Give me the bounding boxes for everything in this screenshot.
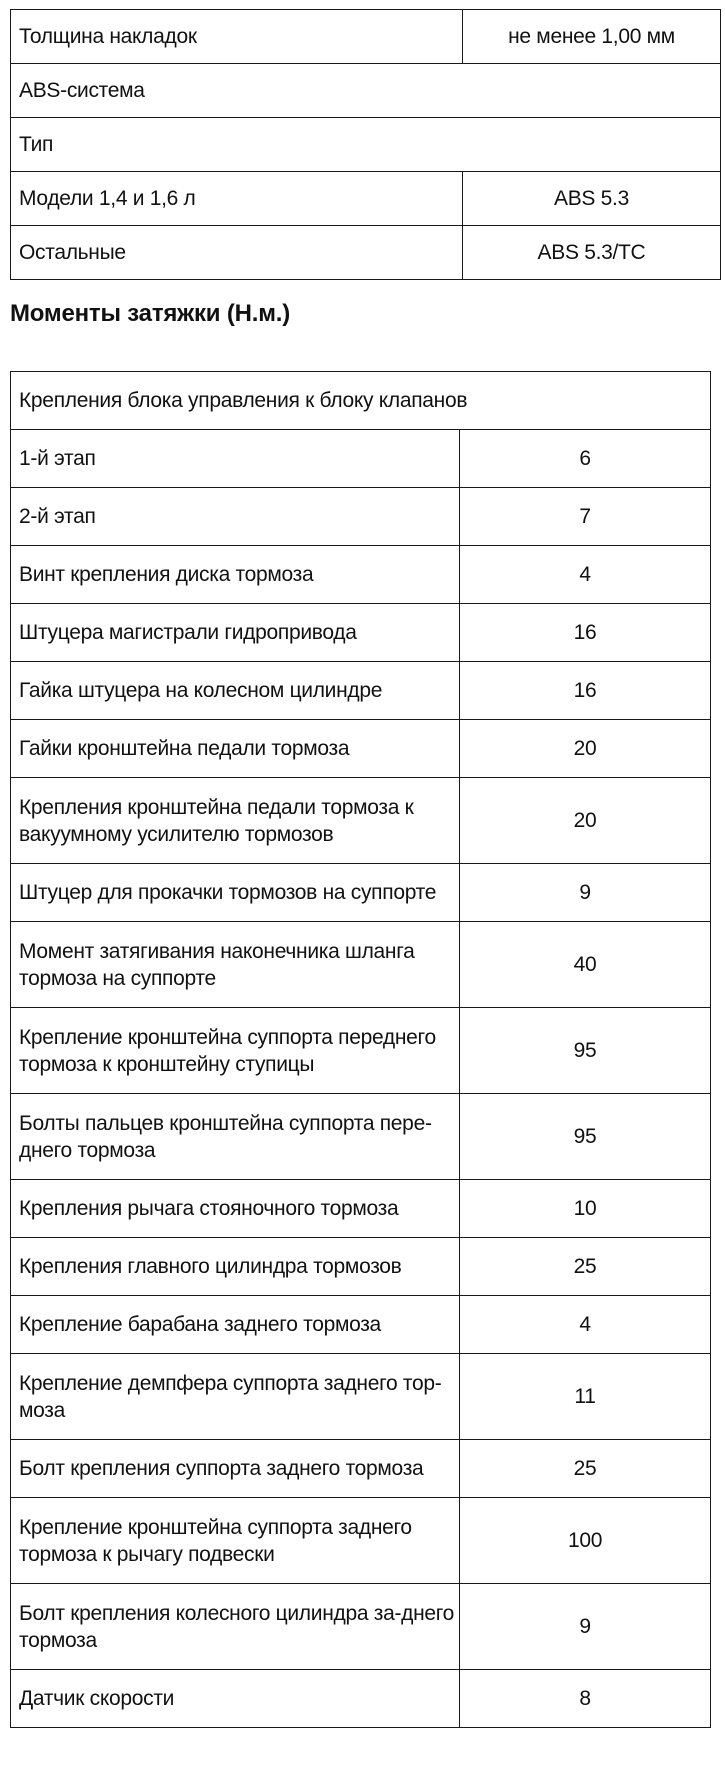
row-label: Винт крепления диска тормоза	[11, 546, 460, 604]
row-value: 9	[460, 1584, 711, 1670]
table-row	[11, 922, 711, 1008]
row-value: не менее 1,00 мм	[463, 10, 721, 64]
row-label: ABS-система	[11, 64, 721, 118]
table-row	[11, 430, 711, 488]
table-row	[11, 1498, 711, 1584]
row-label: 2-й этап	[11, 488, 460, 546]
table-row	[11, 864, 711, 922]
row-label: Гайка штуцера на колесном цилиндре	[11, 662, 460, 720]
row-value: 7	[460, 488, 711, 546]
table-row	[11, 604, 711, 662]
table-row	[11, 720, 711, 778]
table-header-row	[11, 372, 711, 430]
table-row	[11, 778, 711, 864]
row-label: Датчик скорости	[11, 1670, 460, 1728]
row-value: 4	[460, 1296, 711, 1354]
row-value: 9	[460, 864, 711, 922]
table-row	[11, 1670, 711, 1728]
row-label: Толщина накладок	[11, 10, 463, 64]
row-value: 4	[460, 546, 711, 604]
row-value: 100	[460, 1498, 711, 1584]
row-value: 20	[460, 720, 711, 778]
table-row	[11, 1354, 711, 1440]
row-value: 25	[460, 1238, 711, 1296]
row-label: Крепление кронштейна суппорта заднего тормоза к рычагу подвески	[11, 1498, 460, 1584]
row-label: Тип	[11, 118, 721, 172]
table-row	[11, 1296, 711, 1354]
row-value: ABS 5.3/TC	[463, 226, 721, 280]
row-value: 6	[460, 430, 711, 488]
row-value: 20	[460, 778, 711, 864]
row-label: Крепление барабана заднего тормоза	[11, 1296, 460, 1354]
table-row	[11, 488, 711, 546]
row-label: Остальные	[11, 226, 463, 280]
row-label: Болты пальцев кронштейна суппорта пере-днего тормоза	[11, 1094, 460, 1180]
row-value: 40	[460, 922, 711, 1008]
table-row	[11, 1094, 711, 1180]
row-label: Болт крепления суппорта заднего тормоза	[11, 1440, 460, 1498]
row-label: Штуцер для прокачки тормозов на суппорте	[11, 864, 460, 922]
row-value: 11	[460, 1354, 711, 1440]
table-row	[11, 10, 721, 64]
row-label: 1-й этап	[11, 430, 460, 488]
section-title: Моменты затяжки (Н.м.)	[10, 300, 291, 327]
row-label: Модели 1,4 и 1,6 л	[11, 172, 463, 226]
table-row	[11, 662, 711, 720]
row-label: Крепление кронштейна суппорта переднего тормоза к кронштейну ступицы	[11, 1008, 460, 1094]
table-row	[11, 1440, 711, 1498]
row-value: 25	[460, 1440, 711, 1498]
table-row	[11, 1584, 711, 1670]
table-row	[11, 1008, 711, 1094]
table-row	[11, 172, 721, 226]
row-label: Крепления кронштейна педали тормоза к вакуумному усилителю тормозов	[11, 778, 460, 864]
table-row	[11, 64, 721, 118]
row-value: 95	[460, 1094, 711, 1180]
table-row	[11, 226, 721, 280]
row-value: 8	[460, 1670, 711, 1728]
row-label: Крепления рычага стояночного тормоза	[11, 1180, 460, 1238]
torque-table	[10, 371, 711, 1728]
table-header: Крепления блока управления к блоку клапанов	[11, 372, 711, 430]
table-row	[11, 118, 721, 172]
table-row	[11, 1180, 711, 1238]
row-label: Момент затягивания наконечника шланга тормоза на суппорте	[11, 922, 460, 1008]
row-label: Болт крепления колесного цилиндра за-днего тормоза	[11, 1584, 460, 1670]
row-value: 16	[460, 604, 711, 662]
table-row	[11, 1238, 711, 1296]
row-label: Гайки кронштейна педали тормоза	[11, 720, 460, 778]
row-label: Крепления главного цилиндра тормозов	[11, 1238, 460, 1296]
row-value: 95	[460, 1008, 711, 1094]
row-value: ABS 5.3	[463, 172, 721, 226]
row-value: 16	[460, 662, 711, 720]
row-label: Штуцера магистрали гидропривода	[11, 604, 460, 662]
table-row	[11, 546, 711, 604]
row-label: Крепление демпфера суппорта заднего тор-моза	[11, 1354, 460, 1440]
brake-spec-table	[10, 9, 721, 280]
row-value: 10	[460, 1180, 711, 1238]
